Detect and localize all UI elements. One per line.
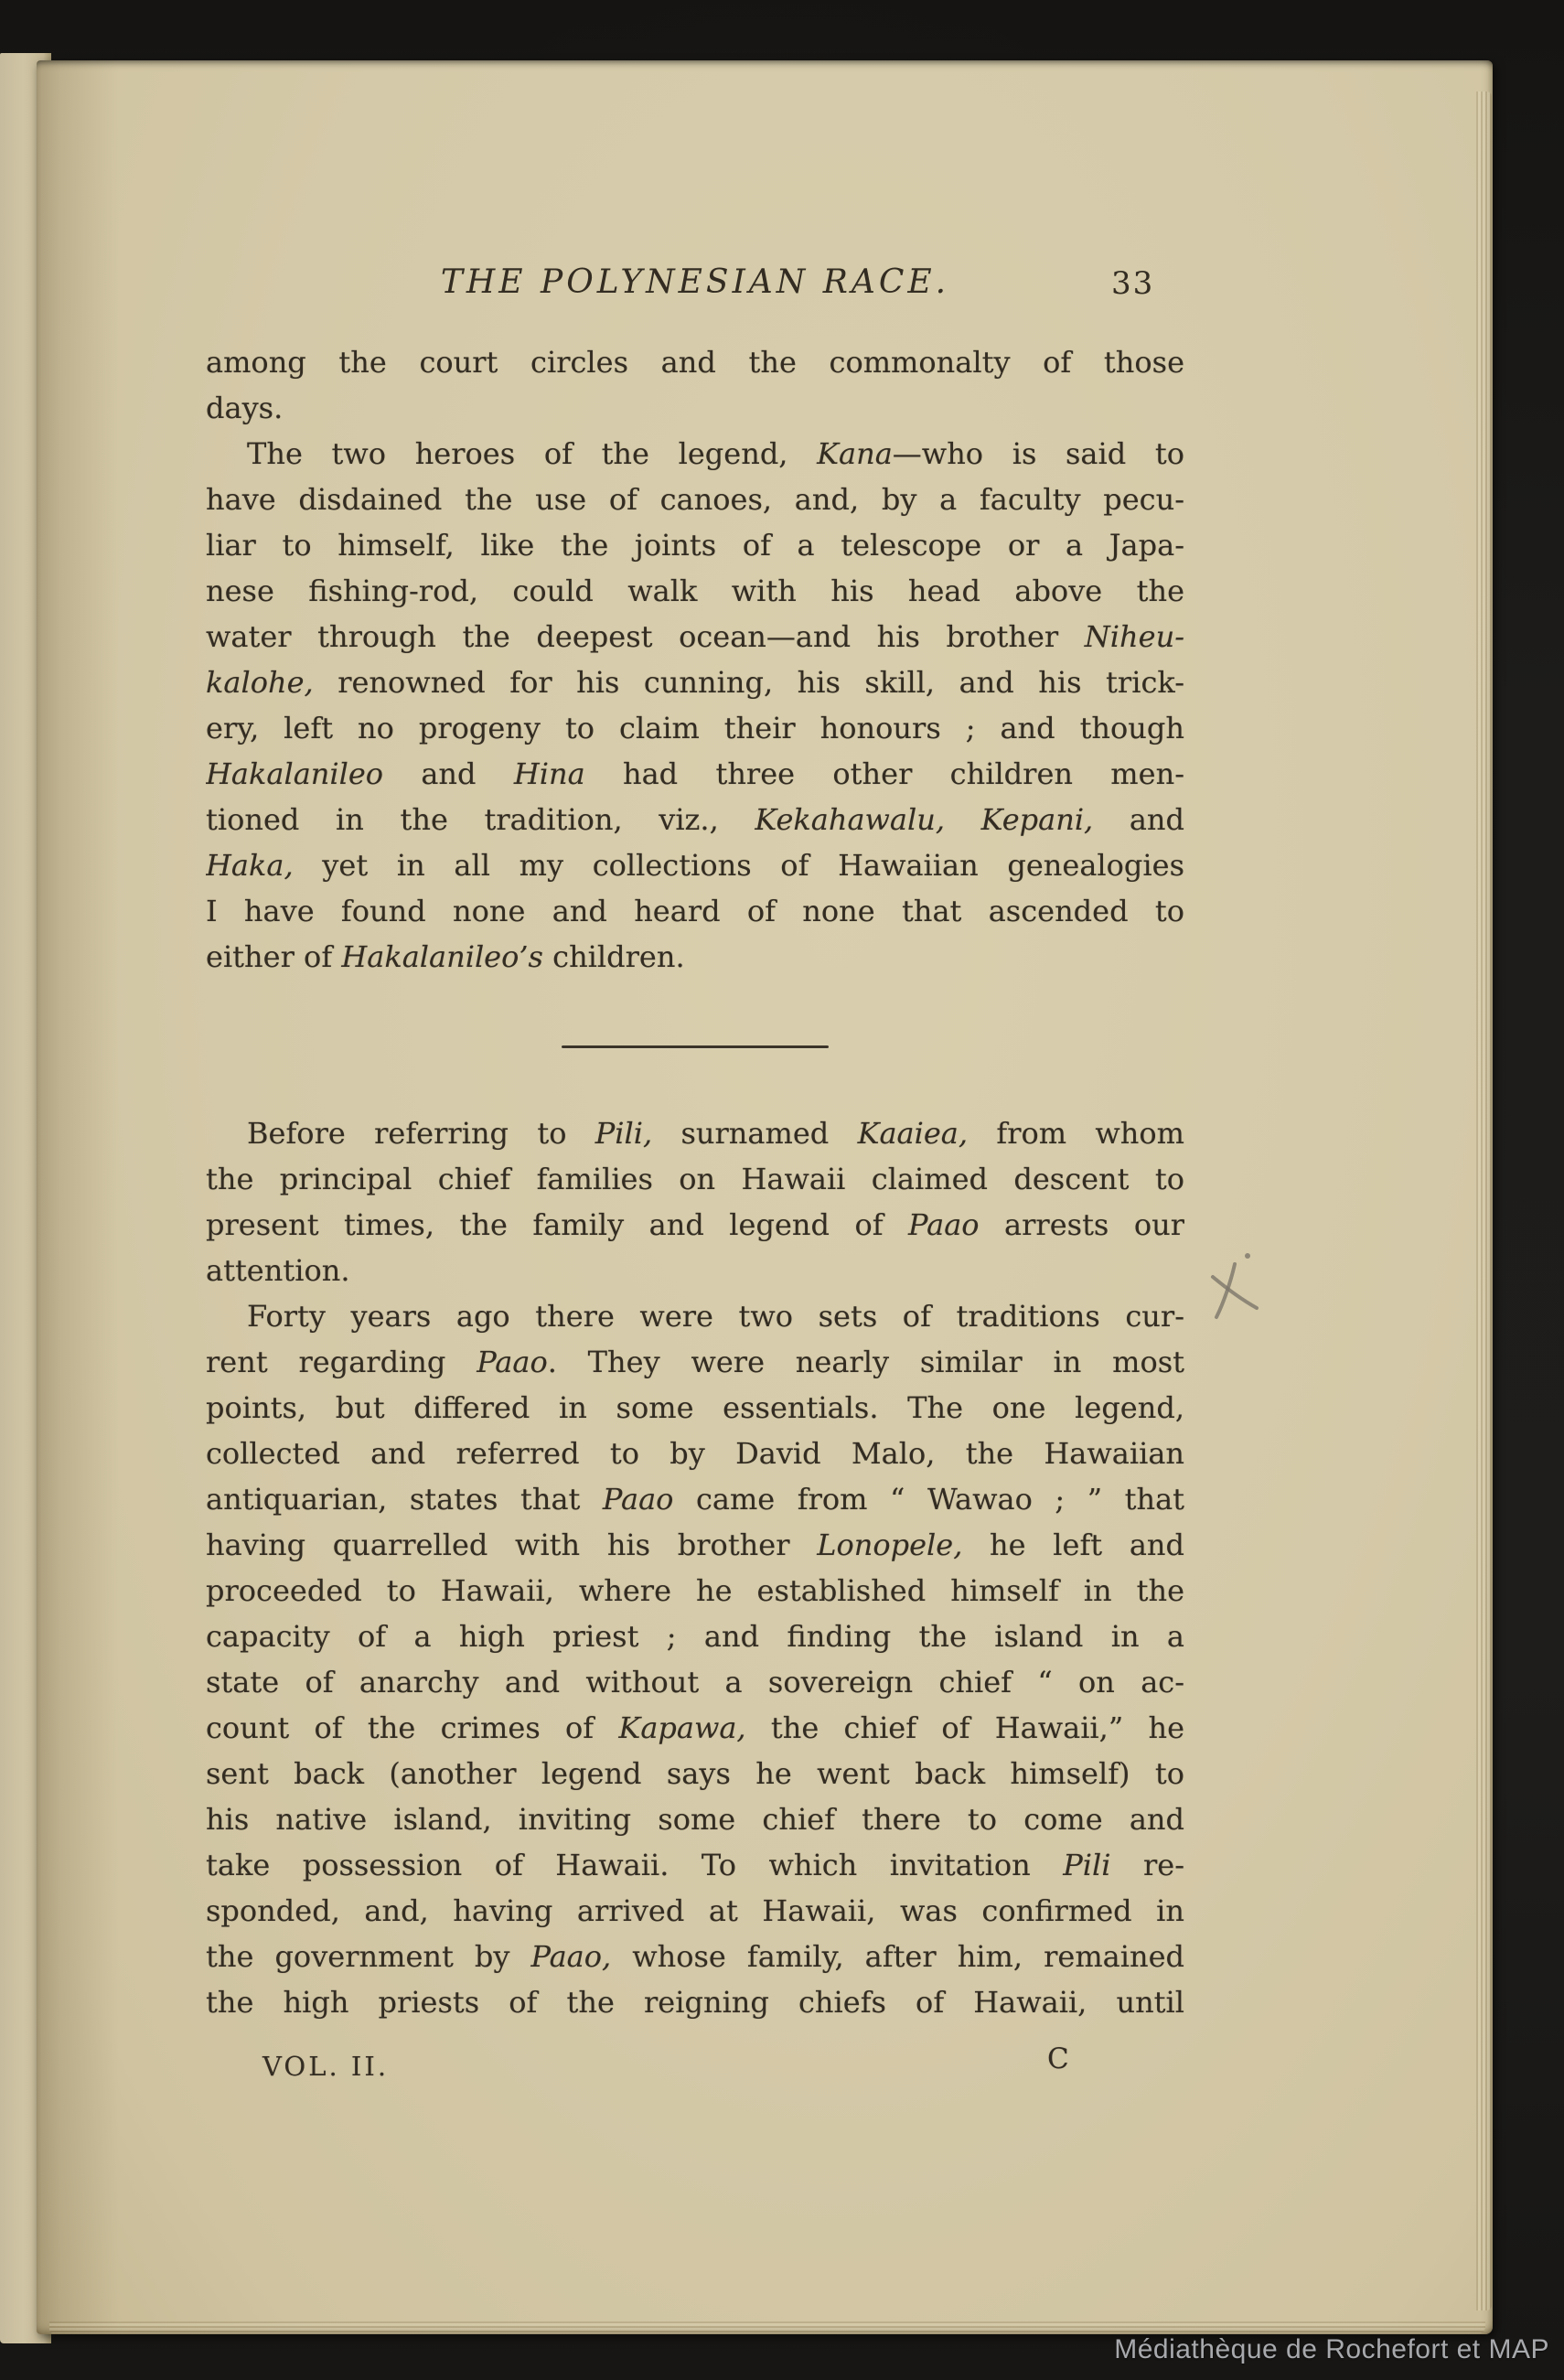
text-segment: capacity of a high priest ; and finding the island in a [206, 1619, 1184, 1654]
text-segment: state of anarchy and without a sovereign chief “ on ac- [206, 1665, 1184, 1699]
text-segment: the government by [206, 1939, 531, 1974]
italic-term: Hina [513, 756, 585, 791]
text-segment: ery, left no progeny to claim their honours ; and though [206, 711, 1184, 745]
text-segment: whose family, after him, remained [611, 1939, 1184, 1974]
text-line [206, 1156, 1184, 1202]
text-segment: and [1093, 802, 1184, 837]
text-line [206, 1522, 1184, 1568]
running-header-title: THE POLYNESIAN RACE. [440, 263, 950, 301]
text-segment: sponded, and, having arrived at Hawaii, was confirmed in [206, 1893, 1184, 1928]
italic-term: Kapawa, [618, 1710, 746, 1745]
text-segment: . They were nearly similar in most [547, 1345, 1184, 1379]
text-segment: arrests our [979, 1207, 1184, 1242]
italic-term: Hakalanileo’s [341, 939, 543, 974]
library-watermark: Médiathèque de Rochefort et MAP [1114, 2334, 1549, 2364]
text-line [206, 477, 1184, 522]
text-segment: The two heroes of the legend, [247, 436, 818, 471]
text-segment: nese fishing-rod, could walk with his head above the [206, 574, 1184, 608]
text-segment: proceeded to Hawaii, where he established himself in the [206, 1573, 1184, 1608]
text-line [206, 385, 1184, 431]
text-line [206, 1796, 1184, 1842]
body-text-block-1 [206, 339, 1184, 980]
text-line [206, 1385, 1184, 1431]
italic-term: Pili, [595, 1116, 653, 1151]
text-segment: water through the deepest ocean—and his brother [206, 619, 1085, 654]
text-line [206, 1202, 1184, 1248]
text-line [206, 659, 1184, 705]
italic-term: Kepani, [980, 802, 1094, 837]
text-segment: children. [542, 939, 685, 974]
text-line [206, 568, 1184, 614]
italic-term: Paao, [530, 1939, 612, 1974]
italic-term: kalohe, [206, 665, 314, 700]
italic-term: Paao [477, 1345, 548, 1379]
text-line [206, 1476, 1184, 1522]
section-divider-rule [562, 1045, 829, 1048]
italic-term: Haka, [206, 848, 294, 883]
pencil-x-mark [1200, 1246, 1273, 1334]
text-segment: days. [206, 391, 284, 425]
text-segment: Forty years ago there were two sets of traditions cur- [247, 1299, 1184, 1334]
text-segment: I have found none and heard of none that ascended to [206, 894, 1184, 928]
text-segment: the high priests of the reigning chiefs of Hawaii, until [206, 1985, 1184, 2020]
italic-term: Paao [908, 1207, 980, 1242]
book-page [37, 60, 1493, 2334]
italic-term: Niheu- [1084, 619, 1184, 654]
text-segment: antiquarian, states that [206, 1482, 603, 1517]
text-line [206, 1248, 1184, 1293]
text-segment: have disdained the use of canoes, and, by a faculty pecu- [206, 482, 1184, 517]
text-segment: points, but differed in some essentials. The one legend, [206, 1390, 1184, 1425]
text-line [206, 1888, 1184, 1934]
page-stack-bottom-edges [49, 2321, 1485, 2333]
text-segment: liar to himself, like the joints of a telescope or a Japa- [206, 528, 1184, 563]
text-segment [945, 802, 981, 837]
text-segment: take possession of Hawaii. To which invitation [206, 1848, 1064, 1882]
text-line [206, 1339, 1184, 1385]
page-number: 33 [1111, 265, 1155, 302]
text-line [206, 339, 1184, 385]
text-segment: renowned for his cunning, his skill, and his trick- [313, 665, 1184, 700]
text-segment: his native island, inviting some chief there to come and [206, 1802, 1184, 1837]
text-segment: surnamed [652, 1116, 858, 1151]
italic-term: Paao [602, 1482, 674, 1517]
volume-label: VOL. II. [262, 2051, 390, 2082]
italic-term: Kana [817, 436, 893, 471]
text-line [206, 1705, 1184, 1751]
text-line [206, 614, 1184, 659]
text-line [206, 1110, 1184, 1156]
text-line [206, 522, 1184, 568]
text-line [206, 1842, 1184, 1888]
footer-row [206, 2036, 1184, 2082]
italic-term: Kekahawalu, [755, 802, 946, 837]
text-segment: sent back (another legend says he went back himself) to [206, 1756, 1184, 1791]
text-line [206, 751, 1184, 797]
italic-term: Hakalanileo [206, 756, 384, 791]
text-line [206, 888, 1184, 934]
text-segment: present times, the family and legend of [206, 1207, 909, 1242]
text-line [206, 705, 1184, 751]
text-segment: came from “ Wawao ; ” that [673, 1482, 1184, 1517]
text-segment: —who is said to [892, 436, 1184, 471]
text-segment: count of the crimes of [206, 1710, 619, 1745]
text-line [206, 842, 1184, 888]
page-stack-right-edges [1476, 91, 1492, 2310]
text-line [206, 1431, 1184, 1476]
signature-letter: C [1047, 2042, 1069, 2075]
text-segment: had three other children men- [584, 756, 1184, 791]
text-segment: rent regarding [206, 1345, 477, 1379]
text-line [206, 1613, 1184, 1659]
body-text-block-2 [206, 1110, 1184, 2025]
text-segment: and [383, 756, 514, 791]
text-segment: from whom [968, 1116, 1184, 1151]
text-line [206, 1568, 1184, 1613]
italic-term: Pili [1063, 1848, 1111, 1882]
text-segment: collected and referred to by David Malo, the Hawaiian [206, 1436, 1184, 1471]
text-segment: tioned in the tradition, viz., [206, 802, 755, 837]
text-segment: Before referring to [247, 1116, 595, 1151]
text-line [206, 431, 1184, 477]
text-line [206, 1293, 1184, 1339]
text-segment: re- [1110, 1848, 1184, 1882]
italic-term: Lonopele, [817, 1528, 963, 1562]
text-line [206, 934, 1184, 980]
text-line [206, 1659, 1184, 1705]
text-segment: the chief of Hawaii,” he [745, 1710, 1184, 1745]
text-line [206, 1934, 1184, 1979]
text-segment: among the court circles and the commonalty of those [206, 345, 1184, 380]
text-segment: having quarrelled with his brother [206, 1528, 818, 1562]
text-segment: the principal chief families on Hawaii claimed descent to [206, 1162, 1184, 1196]
text-segment: yet in all my collections of Hawaiian genealogies [293, 848, 1184, 883]
text-line [206, 797, 1184, 842]
text-segment: either of [206, 939, 342, 974]
text-line [206, 1979, 1184, 2025]
text-segment: he left and [962, 1528, 1184, 1562]
italic-term: Kaaiea, [857, 1116, 969, 1151]
text-segment: attention. [206, 1253, 350, 1288]
text-line [206, 1751, 1184, 1796]
body-text-column [206, 339, 1184, 2082]
